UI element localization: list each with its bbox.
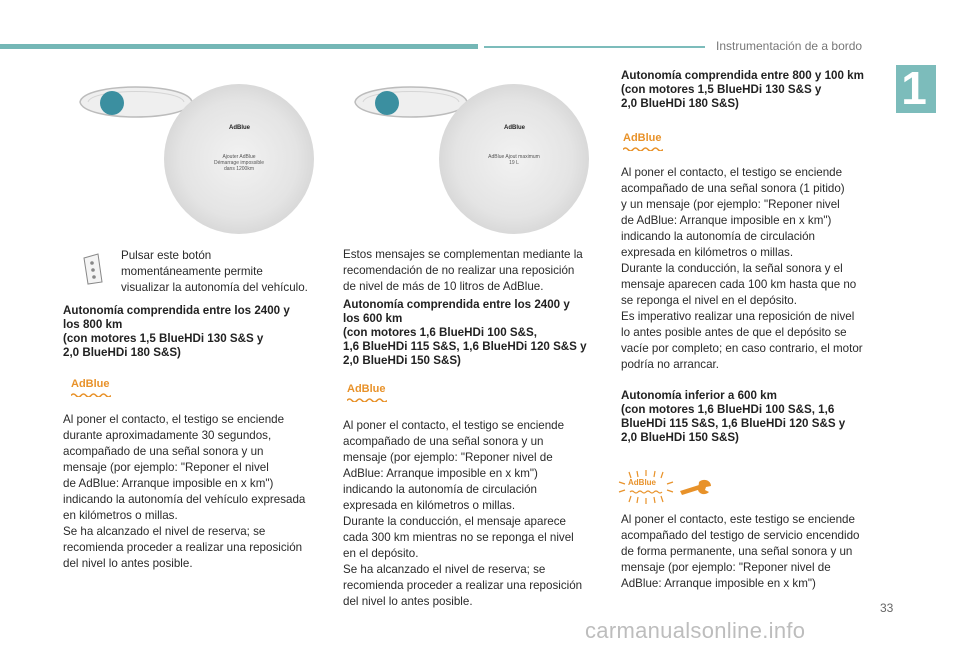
watermark: carmanualsonline.info	[585, 618, 806, 643]
col3-heading-1: Autonomía comprendida entre 800 y 100 km (con motores 1,5 BlueHDi 130 S&S y 2,0 BlueHDi 180 S&S)	[621, 69, 864, 110]
button-description: Pulsar este botón momentáneamente permite visualizar la autonomía del vehículo.	[121, 249, 308, 294]
adblue-warning-icon	[347, 398, 387, 402]
dial-message: AdBlue Ajout maximum 19 L	[488, 154, 540, 166]
col2-intro: Estos mensajes se complementan mediante la recomendación de no realizar una reposición de nivel de más de 10 litros de AdBlue.	[343, 248, 583, 293]
adblue-warning-label: AdBlue	[71, 378, 110, 390]
col2-body: Al poner el contacto, el testigo se enciende acompañado de una señal sonora y un mensaje (por ejemplo: "Reponer nivel de AdBlue: Arranque imposible en x km") indicando la autonomía de circulación expresada en kilómetros o millas. Durante la conducción, el mensaje aparece cada 300 km mientras no se reponga el nivel en el depósito. Se ha alcanzado el nivel de reserva; se recomienda proceder a realizar una reposición del nivel lo antes posible.	[343, 419, 583, 608]
adblue-flashing-label: AdBlue	[628, 478, 656, 487]
dial-message: Ajouter AdBlue Démarrage impossible dans 1200km	[213, 154, 265, 172]
adblue-warning-icon	[623, 147, 663, 151]
instrument-illustration-2	[347, 72, 607, 237]
section-title: Instrumentación de a bordo	[716, 39, 863, 53]
instrument-illustration-1	[72, 72, 332, 237]
page-number: 33	[880, 601, 894, 615]
col3-body-1: Al poner el contacto, el testigo se enciende acompañado de una señal sonora (1 pitido) y un mensaje (por ejemplo: "Reponer nivel de AdBlue: Arranque imposible en x km") indicando la autonomía de circulación expresada en kilómetros o millas. Durante la conducción, la señal sonora y el mensaje aparecen cada 100 km hasta que no se reponga el nivel en el depósito. Es imperativo realizar una reposición de nivel lo antes posible antes de que el depósito se vacíe por completo; en caso contrario, el motor podría no arrancar.	[621, 166, 863, 371]
col1-body: Al poner el contacto, el testigo se enciende durante aproximadamente 30 segundos, acompañado de una señal sonora y un mensaje (por ejemplo: "Reponer el nivel de AdBlue: Arranque imposible en x km") indicando la autonomía del vehículo expresada en kilómetros o millas. Se ha alcanzado el nivel de reserva; se recomienda proceder a realizar una reposición del nivel lo antes posible.	[63, 413, 306, 570]
col2-heading: Autonomía comprendida entre los 2400 y los 600 km (con motores 1,6 BlueHDi 100 S&S, 1,6 BlueHDi 115 S&S, 1,6 BlueHDi 120 S&S y 2,0 BlueHDi 150 S&S)	[343, 298, 587, 367]
dial-adblue-label: AdBlue	[229, 125, 250, 131]
adblue-warning-label: AdBlue	[347, 383, 386, 395]
dial-adblue-label: AdBlue	[504, 125, 525, 131]
remote-key-icon	[78, 252, 108, 286]
adblue-warning-label: AdBlue	[623, 132, 662, 144]
col1-heading: Autonomía comprendida entre los 2400 y los 800 km (con motores 1,5 BlueHDi 130 S&S y 2,0 BlueHDi 180 S&S)	[63, 304, 290, 359]
adblue-warning-icon	[71, 393, 111, 397]
chapter-number: 1	[901, 62, 927, 114]
adblue-flashing-icon	[617, 470, 675, 504]
col3-body-2: Al poner el contacto, este testigo se enciende acompañado del testigo de servicio encendido de forma permanente, una señal sonora y un mensaje (por ejemplo: "Reponer nivel de AdBlue: Arranque imposible en x km")	[621, 513, 860, 590]
header-rule-left	[0, 44, 478, 49]
col3-heading-2: Autonomía inferior a 600 km (con motores 1,6 BlueHDi 100 S&S, 1,6 BlueHDi 115 S&S, 1,6 BlueHDi 120 S&S y 2,0 BlueHDi 150 S&S)	[621, 389, 846, 444]
wrench-icon	[677, 478, 713, 498]
header-rule-right	[484, 46, 705, 48]
